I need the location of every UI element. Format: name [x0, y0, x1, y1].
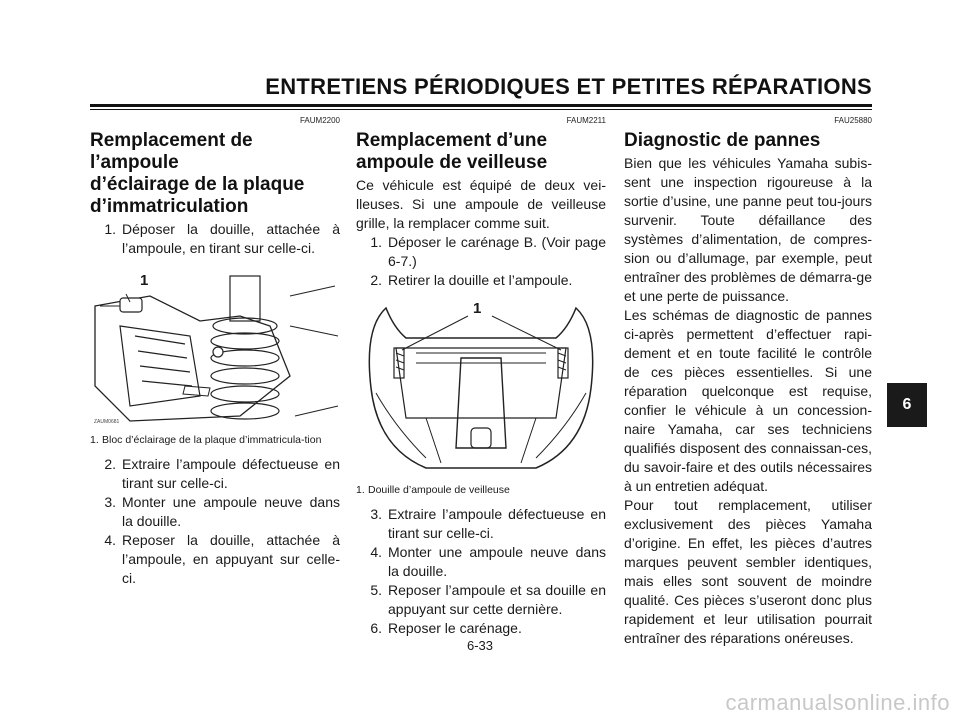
step-item [356, 543, 606, 581]
step-item [356, 505, 606, 543]
body-paragraph: Pour tout remplacement, utiliser exclusivement des pièces Yamaha d’origine. En effet, les pièces d’autres marques peuvent sembler identiques, mais elles sont souvent de moindre qualité. Ces pièces s’useront donc plus rapidement et leur utilisation pourrait entraîner des réparations onéreuses. [624, 497, 872, 646]
step-text: Reposer la douille, attachée à l’ampoule, en appuyant sur celle-ci. [122, 532, 340, 586]
heading-line: d’éclairage de la plaque [90, 174, 305, 195]
section-heading [90, 130, 340, 218]
column-license-plate-light [90, 116, 340, 588]
heading-line: Diagnostic de pannes [624, 130, 821, 151]
step-item [356, 271, 606, 290]
section-code: FAUM2211 [566, 116, 606, 125]
body-paragraph: Les schémas de diagnostic de pannes ci-après permettent d’effectuer rapi-dement et en toute facilité le contrôle de ces pièces essentielles. Si une réparation quelconque est requise, confier le véhicule à un concession-naire Yamaha, car ses techniciens qualifiés disposent des connaissan-ces, du savoir-faire et des outils nécessaires à un entretien adéquat. [624, 307, 872, 494]
caption-number: 1. [90, 434, 99, 446]
step-text: Reposer le carénage. [388, 620, 522, 636]
page-number: 6-33 [466, 638, 494, 653]
intro-paragraph: Ce véhicule est équipé de deux vei-lleuses. Si une ampoule de veilleuse grille, la remplacer comme suit. [356, 177, 606, 231]
header-rule-thin [90, 109, 872, 110]
section-code: FAUM2200 [299, 116, 340, 125]
step-number: 3. [104, 494, 116, 510]
step-text: Déposer le carénage B. (Voir page 6-7.) [388, 234, 606, 269]
figure-callout: 1 [140, 272, 149, 289]
section-code: FAU25880 [834, 116, 872, 125]
steps-list [90, 220, 340, 258]
header-rule-thick [90, 104, 872, 107]
figure-caption [90, 434, 340, 447]
heading-line: d’immatriculation [90, 196, 249, 217]
heading-line: ampoule de veilleuse [356, 152, 548, 173]
step-item [90, 220, 340, 258]
step-number: 4. [370, 544, 382, 560]
column-troubleshooting [624, 116, 872, 648]
body-paragraph: Bien que les véhicules Yamaha subis-sent une inspection rigoureuse à la sortie d’usine, une panne peut tou-jours survenir. Toute défaillance des systèmes d’alimentation, de compres-sion ou d’allumage, par exemple, peut entraîner des problèmes de démarra-ge et une perte de puissance. [624, 155, 872, 304]
step-item [356, 233, 606, 271]
chapter-title: ENTRETIENS PÉRIODIQUES ET PETITES RÉPARATIONS [265, 74, 872, 99]
column-position-light [356, 116, 606, 638]
step-number: 1. [370, 234, 382, 250]
license-plate-light-illustration [90, 266, 340, 428]
caption-text: Douille d’ampoule de veilleuse [368, 484, 510, 496]
step-item [356, 619, 606, 638]
step-number: 6. [370, 620, 382, 636]
figure-caption [356, 484, 606, 497]
section-heading [356, 130, 606, 174]
step-number: 2. [370, 272, 382, 288]
caption-text: Bloc d’éclairage de la plaque d’immatricula-tion [102, 434, 322, 446]
step-item [90, 493, 340, 531]
position-light-figure [356, 298, 606, 478]
chapter-tab[interactable]: 6 [887, 383, 927, 427]
step-number: 2. [104, 456, 116, 472]
step-text: Retirer la douille et l’ampoule. [388, 272, 573, 288]
heading-line: Remplacement de l’ampoule [90, 130, 253, 173]
figure-code: ZAUM0681 [94, 419, 120, 425]
step-number: 5. [370, 582, 382, 598]
steps-list [356, 505, 606, 638]
front-cowl-illustration [356, 298, 606, 478]
step-text: Monter une ampoule neuve dans la douille. [388, 544, 606, 579]
step-number: 1. [104, 221, 116, 237]
step-item [90, 455, 340, 493]
caption-number: 1. [356, 484, 365, 496]
step-number: 3. [370, 506, 382, 522]
step-number: 4. [104, 532, 116, 548]
step-text: Extraire l’ampoule défectueuse en tirant sur celle-ci. [122, 456, 340, 491]
watermark: carmanualsonline.info [725, 690, 950, 715]
step-item [90, 531, 340, 588]
steps-list [356, 233, 606, 290]
step-text: Monter une ampoule neuve dans la douille. [122, 494, 340, 529]
step-text: Déposer la douille, attachée à l’ampoule, en tirant sur celle-ci. [122, 221, 340, 256]
figure-callout: 1 [473, 300, 482, 317]
heading-line: Remplacement d’une [356, 130, 548, 151]
section-heading [624, 130, 872, 152]
license-plate-light-figure [90, 266, 340, 428]
steps-list [90, 455, 340, 588]
step-item [356, 581, 606, 619]
step-text: Reposer l’ampoule et sa douille en appuyant sur cette dernière. [388, 582, 606, 617]
step-text: Extraire l’ampoule défectueuse en tirant sur celle-ci. [388, 506, 606, 541]
